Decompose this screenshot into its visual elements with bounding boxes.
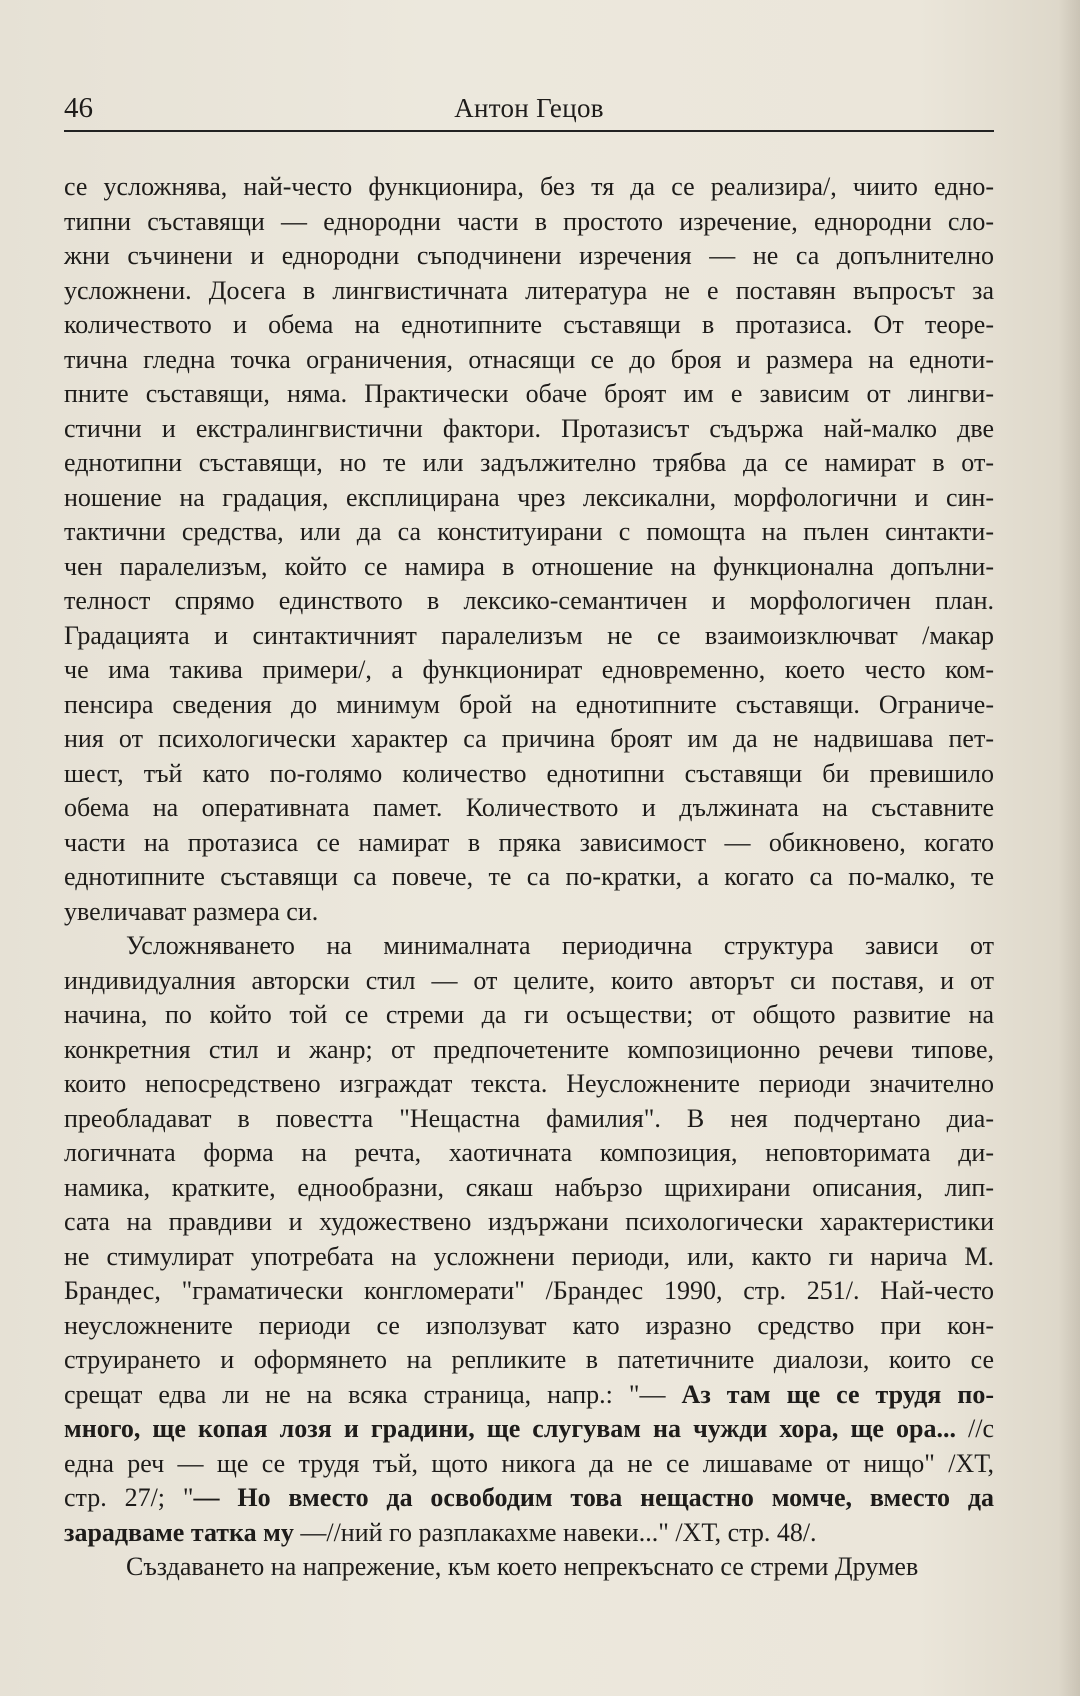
- text-line: не стимулират употребата на усложнени периоди, или, както ги нарича М.: [64, 1241, 994, 1271]
- text-line: пенсира сведения до минимум брой на еднотипните съставящи. Ограниче-: [64, 689, 994, 719]
- text-line: зарадваме татка му —//ний го разплакахме навеки..." /ХТ, стр. 48/.: [64, 1517, 817, 1547]
- text-line: че има такива примери/, а функционират едновременно, което често ком-: [64, 655, 994, 684]
- running-title: Антон Гецов: [454, 93, 604, 123]
- text-line: усложнени. Досега в лингвистичната литература не е поставян въпросът за: [64, 275, 994, 305]
- text-line: преобладават в повестта "Нещастна фамилия". В нея подчертано диа-: [64, 1103, 994, 1133]
- text-line: Брандес, "граматически конгломерати" /Брандес 1990, стр. 251/. Най-често: [64, 1276, 994, 1305]
- paragraph-2: [64, 929, 994, 1378]
- text-line: много, ще копая лозя и градини, ще слугувам на чужди хора, ще ора... //с: [64, 1414, 994, 1443]
- page-header: [64, 88, 994, 128]
- page-edge-shadow: [1058, 0, 1080, 1696]
- text-line: индивидуалния авторски стил — от целите, които авторът си поставя, и от: [64, 965, 994, 995]
- text-line: увеличават размера си.: [64, 896, 319, 926]
- text-line: жни съчинени и еднородни съподчинени изречения — не са допълнително: [64, 241, 994, 270]
- text-line: ния от психологически характер са причина броят им да не надвишава пет-: [64, 724, 994, 753]
- text-line: една реч — ще се трудя тъй, щото никога да не се лишаваме от нищо" /ХТ,: [64, 1448, 994, 1478]
- text-line: стични и екстралингвистични фактори. Протазисът съдържа най-малко две: [64, 413, 994, 443]
- text-line: начина, по който той се стреми да ги осъществи; от общото развитие на: [64, 1000, 994, 1029]
- text-line: тична гледна точка ограничения, отнасящи се до броя и размера на едноти-: [64, 344, 994, 374]
- text-line: части на протазиса се намират в пряка зависимост — обикновено, когато: [64, 827, 994, 857]
- text-line: Градацията и синтактичният паралелизъм не се взаимоизключват /макар: [64, 620, 994, 650]
- text-line: количеството и обема на еднотипните съставящи в протазиса. От теоре-: [64, 310, 994, 339]
- text-line: тактични средства, или да са конституирани с помощта на пълен синтакти-: [64, 517, 994, 546]
- text-line: срещат едва ли не на всяка страница, напр.: "— Аз там ще се трудя по-: [64, 1379, 994, 1409]
- text-line: логичната форма на речта, хаотичната композиция, неповторимата ди-: [64, 1138, 994, 1167]
- text-line: Усложняването на минималната периодична структура зависи от: [126, 931, 994, 960]
- text-line: ношение на градация, експлицирана чрез лексикални, морфологични и син-: [64, 482, 994, 512]
- text-line: типни съставящи — еднородни части в простото изречение, еднородни сло-: [64, 206, 994, 236]
- paragraph-3-first-line: Създаването на напрежение, към което непрекъснато се стреми Друмев: [126, 1552, 919, 1581]
- text-line: се усложнява, най-често функционира, без тя да се реализира/, чиито едно-: [64, 172, 994, 201]
- header-rule: [64, 130, 994, 132]
- text-line: конкретния стил и жанр; от предпочетените композиционно речеви типове,: [64, 1034, 994, 1064]
- text-line: еднотипните съставящи са повече, те са по-кратки, а когато са по-малко, те: [64, 862, 994, 891]
- text-line: чен паралелизъм, който се намира в отношение на функционална допълни-: [64, 551, 994, 581]
- text-line: неусложнените периоди се използуват като изразно средство при кон-: [64, 1310, 994, 1340]
- paragraph-1: [64, 170, 994, 929]
- text-line: стр. 27/; "— Но вместо да освободим това нещастно момче, вместо да: [64, 1483, 995, 1512]
- text-line: телност спрямо единството в лексико-семантичен и морфологичен план.: [64, 586, 994, 615]
- text-line: които непосредствено изграждат текста. Неусложнените периоди значително: [64, 1069, 994, 1098]
- text-line: струирането и оформянето на репликите в патетичните диалози, които се: [64, 1345, 994, 1374]
- text-line: пните съставящи, няма. Практически обаче броят им е зависим от лингви-: [64, 379, 994, 408]
- text-line: намика, кратките, еднообразни, сякаш набързо щрихирани описания, лип-: [64, 1172, 994, 1202]
- body-text: [64, 170, 994, 1585]
- page-number: 46: [64, 92, 93, 124]
- text-line: еднотипни съставящи, но те или задължително трябва да се намират в от-: [64, 448, 994, 477]
- text-line: сата на правдиви и художествено издържани психологически характеристики: [64, 1207, 994, 1236]
- text-line: обема на оперативната памет. Количеството и дължината на съставните: [64, 793, 994, 822]
- text-line: шест, тъй като по-голямо количество еднотипни съставящи би превишило: [64, 758, 994, 788]
